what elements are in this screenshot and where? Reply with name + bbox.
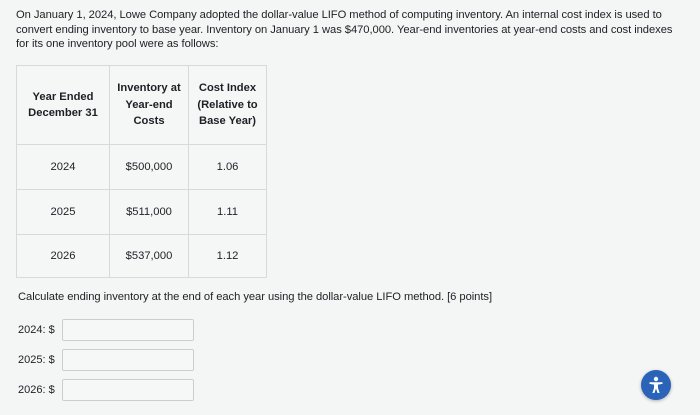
- table-row: [17, 145, 267, 190]
- cell-inventory: $537,000: [110, 235, 189, 278]
- inventory-table: [16, 65, 267, 278]
- cell-index: 1.12: [189, 235, 267, 278]
- accessibility-button[interactable]: [641, 370, 671, 400]
- problem-statement: On January 1, 2024, Lowe Company adopted the dollar-value LIFO method of computing inventory. An internal cost index is used to convert ending inventory to base year. Inventory on January 1 was $470,000. Year-end inventories at year-end costs and cost indexes for its one inventory pool were as follows:: [16, 9, 673, 51]
- answer-label-2025: 2025: $: [18, 354, 55, 366]
- cell-year: 2026: [17, 235, 110, 278]
- header-inventory: Inventory at Year-end Costs: [110, 66, 189, 145]
- question-text: Calculate ending inventory at the end of each year using the dollar-value LIFO method. [6 points]: [18, 291, 493, 303]
- answer-row-2025: [18, 347, 194, 373]
- cell-inventory: $500,000: [110, 145, 189, 190]
- answer-label-2024: 2024: $: [18, 324, 55, 336]
- cell-year: 2025: [17, 190, 110, 235]
- cell-index: 1.06: [189, 145, 267, 190]
- answer-label-2026: 2026: $: [18, 384, 55, 396]
- answer-row-2026: [18, 377, 194, 403]
- table-header-row: [17, 66, 267, 145]
- answer-input-2025[interactable]: [62, 349, 194, 371]
- cell-inventory: $511,000: [110, 190, 189, 235]
- answer-input-2024[interactable]: [62, 319, 194, 341]
- answer-input-2026[interactable]: [62, 379, 194, 401]
- cell-index: 1.11: [189, 190, 267, 235]
- cell-year: 2024: [17, 145, 110, 190]
- header-cost-index: Cost Index (Relative to Base Year): [189, 66, 267, 145]
- answer-row-2024: [18, 317, 194, 343]
- accessibility-person-icon: [648, 376, 664, 394]
- header-year-ended: Year Ended December 31: [17, 66, 110, 145]
- table-row: [17, 235, 267, 278]
- table-row: [17, 190, 267, 235]
